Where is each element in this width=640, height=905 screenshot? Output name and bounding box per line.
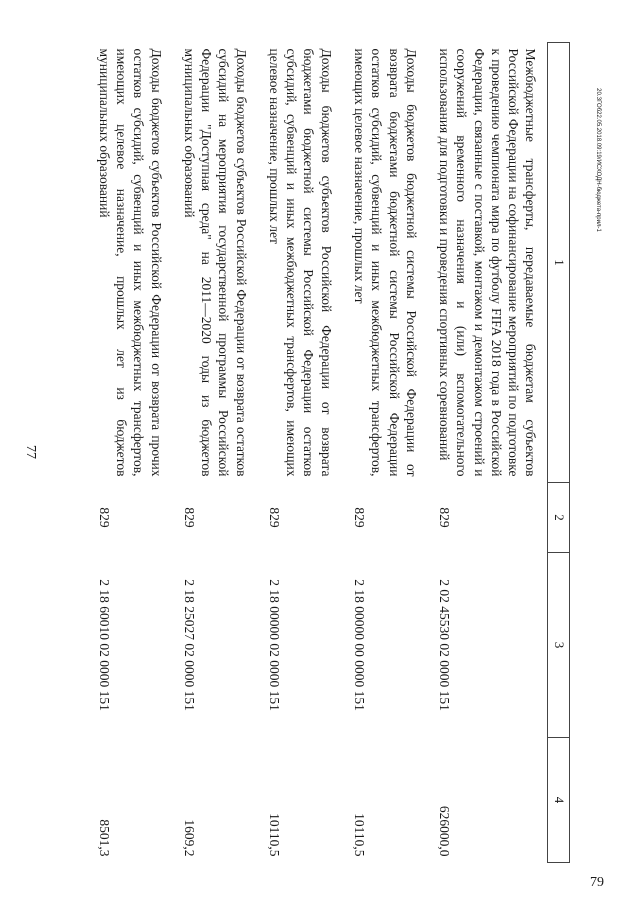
rotated-table-container — [70, 42, 570, 862]
header-col-3: 3 — [548, 553, 570, 738]
page-number-bottom: 79 — [590, 875, 604, 890]
header-col-2: 2 — [548, 483, 570, 553]
row-admin-code: 829 — [96, 507, 112, 528]
row-budget-code: 2 02 45530 02 0000 151 — [437, 579, 453, 711]
row-name: Доходы бюджетов субъектов Российской Федерации от возврата прочих остатков субсидий, субвенций и иных межбюджетных трансфертов, имеющих целевое назначение, прошлых лет из бюджетов муниципальных образований — [96, 48, 164, 477]
row-name: Доходы бюджетов бюджетной системы Российской Федерации от возврата бюджетами бюджетной системы Российской Федерации остатков субсидий, субвенций и иных межбюджетных трансфертов, имеющих целевое назначение, прошлых лет — [351, 48, 419, 477]
table-row — [428, 43, 548, 863]
row-budget-code: 2 18 60010 02 0000 151 — [96, 579, 112, 711]
page-number-top: 77 — [23, 445, 38, 459]
row-amount: 10110,5 — [351, 813, 367, 857]
revenue-table — [88, 42, 570, 863]
row-name: Доходы бюджетов субъектов Российской Федерации от возврата бюджетами бюджетной системы Российской Федерации остатков субсидий, субвенций и иных межбюджетных трансфертов, имеющих целевое назначение, прошлых лет — [266, 48, 334, 477]
row-admin-code: 829 — [266, 507, 282, 528]
row-budget-code: 2 18 00000 00 0000 151 — [351, 579, 367, 711]
table-row — [173, 43, 258, 863]
row-amount: 10110,5 — [266, 813, 282, 857]
row-budget-code: 2 18 00000 02 0000 151 — [266, 579, 282, 711]
row-admin-code: 829 — [181, 507, 197, 528]
table-row — [343, 43, 428, 863]
row-budget-code: 2 18 25027 02 0000 151 — [181, 579, 197, 711]
header-col-1: 1 — [548, 43, 570, 483]
row-name: Межбюджетные трансферты, передаваемые бюджетам субъектов Российской Федерации на софинансирование мероприятий по подготовке к проведению чемпионата мира по футболу FIFA 2018 года в Российской Федерации, связанные с поставкой, монтажом и демонтажом строений и сооружений временного назначения и (или) вспомогательного использования для подготовки и проведения спортивных соревнований — [437, 48, 539, 477]
row-amount: 1609,2 — [181, 819, 197, 857]
table-row — [258, 43, 343, 863]
row-name: Доходы бюджетов субъектов Российской Федерации от возврата остатков субсидий на мероприятия государственной программы Российской Федерации "Доступная среда" на 2011—2020 годы из бюджетов муниципальных образований — [181, 48, 249, 477]
row-admin-code: 829 — [351, 507, 367, 528]
row-amount: 626000,0 — [437, 805, 453, 857]
row-admin-code: 829 — [437, 507, 453, 528]
document-stamp: 20.ЗГОб22.05.2018.09:19/ИСХОДН-бюджета-прил-1 — [595, 88, 601, 232]
table-row — [88, 43, 173, 863]
header-col-4: 4 — [548, 738, 570, 863]
table-header-row — [548, 43, 570, 863]
row-amount: 8501,3 — [96, 819, 112, 857]
